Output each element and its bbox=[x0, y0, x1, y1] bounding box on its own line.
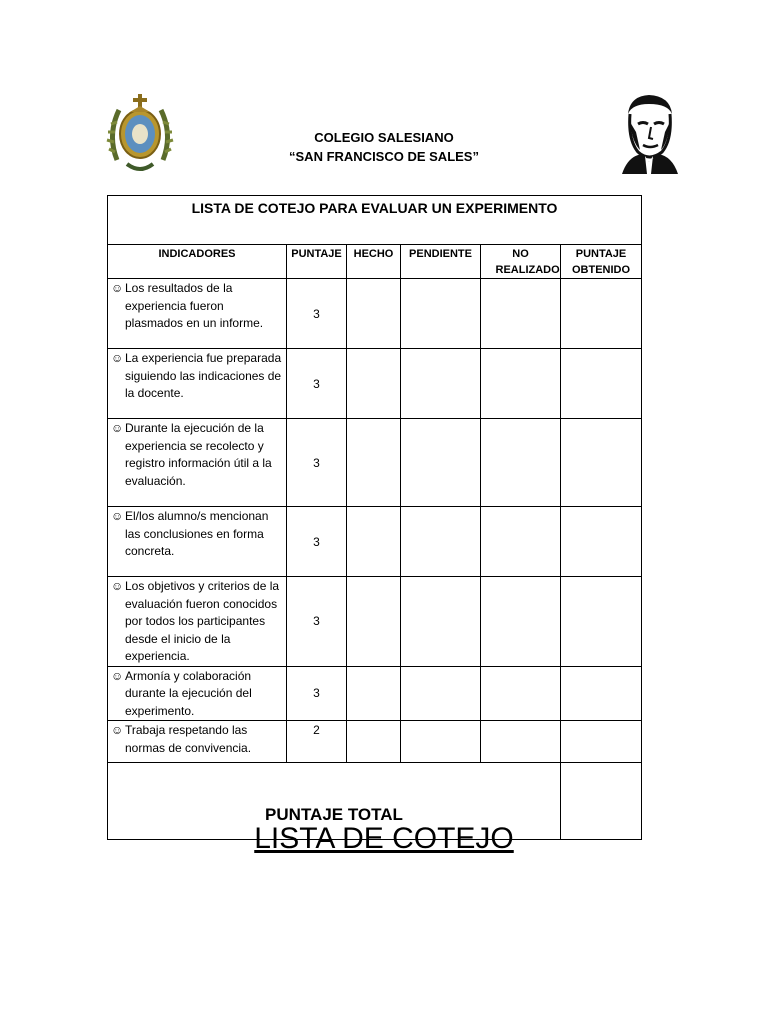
table-row bbox=[108, 666, 642, 721]
total-label: PUNTAJE TOTAL bbox=[108, 763, 561, 840]
no-realizado-cell[interactable] bbox=[481, 279, 561, 349]
puntaje-obtenido-cell[interactable] bbox=[561, 279, 642, 349]
table-row bbox=[108, 349, 642, 419]
column-header-puntaje-obtenido bbox=[561, 245, 642, 279]
puntaje-obtenido-cell[interactable] bbox=[561, 577, 642, 667]
no-realizado-cell[interactable] bbox=[481, 666, 561, 721]
smiley-icon: ☺ bbox=[111, 351, 124, 365]
don-bosco-portrait bbox=[618, 92, 680, 174]
column-header-puntaje-obtenido-label: PUNTAJE OBTENIDO bbox=[571, 248, 631, 276]
no-realizado-cell[interactable] bbox=[481, 721, 561, 763]
no-realizado-cell[interactable] bbox=[481, 507, 561, 577]
table-header-row bbox=[108, 245, 642, 279]
smiley-icon: ☺ bbox=[111, 509, 124, 523]
table-row bbox=[108, 577, 642, 667]
table-title: LISTA DE COTEJO PARA EVALUAR UN EXPERIMENTO bbox=[108, 196, 642, 245]
points-cell: 3 bbox=[287, 577, 347, 667]
hecho-cell[interactable] bbox=[347, 577, 401, 667]
indicator-cell bbox=[108, 279, 287, 349]
hecho-cell[interactable] bbox=[347, 279, 401, 349]
indicator-cell bbox=[108, 419, 287, 507]
no-realizado-cell[interactable] bbox=[481, 349, 561, 419]
indicator-text: Armonía y colaboración durante la ejecución del experimento. bbox=[125, 668, 252, 718]
smiley-icon: ☺ bbox=[111, 281, 124, 295]
pendiente-cell[interactable] bbox=[401, 349, 481, 419]
indicator-text: Los objetivos y criterios de la evaluación fueron conocidos por todos los participantes desde el inicio de la experiencia. bbox=[125, 579, 280, 663]
indicator-text: Durante la ejecución de la experiencia se recolecto y registro información útil a la evaluación. bbox=[125, 421, 272, 488]
puntaje-obtenido-cell[interactable] bbox=[561, 507, 642, 577]
hecho-cell[interactable] bbox=[347, 507, 401, 577]
indicator-text: Trabaja respetando las normas de convivencia. bbox=[125, 723, 252, 755]
hecho-cell[interactable] bbox=[347, 419, 401, 507]
table-title-row bbox=[108, 196, 642, 245]
indicator-cell bbox=[108, 721, 287, 763]
smiley-icon: ☺ bbox=[111, 421, 124, 435]
pendiente-cell[interactable] bbox=[401, 419, 481, 507]
smiley-icon: ☺ bbox=[111, 668, 124, 683]
points-cell: 3 bbox=[287, 349, 347, 419]
no-realizado-cell[interactable] bbox=[481, 419, 561, 507]
smiley-icon: ☺ bbox=[111, 723, 124, 737]
school-name-line1: COLEGIO SALESIANO bbox=[314, 130, 454, 145]
column-header-puntaje: PUNTAJE bbox=[287, 245, 347, 279]
pendiente-cell[interactable] bbox=[401, 666, 481, 721]
indicator-cell bbox=[108, 666, 287, 721]
hecho-cell[interactable] bbox=[347, 666, 401, 721]
pendiente-cell[interactable] bbox=[401, 721, 481, 763]
puntaje-obtenido-cell[interactable] bbox=[561, 419, 642, 507]
hecho-cell[interactable] bbox=[347, 721, 401, 763]
indicator-text: La experiencia fue preparada siguiendo las indicaciones de la docente. bbox=[125, 351, 282, 400]
points-cell: 3 bbox=[287, 279, 347, 349]
points-cell: 2 bbox=[287, 721, 347, 763]
points-cell: 3 bbox=[287, 419, 347, 507]
table-row bbox=[108, 507, 642, 577]
points-cell: 3 bbox=[287, 666, 347, 721]
pendiente-cell[interactable] bbox=[401, 507, 481, 577]
puntaje-obtenido-cell[interactable] bbox=[561, 349, 642, 419]
table-row bbox=[108, 279, 642, 349]
school-name-line2: “SAN FRANCISCO DE SALES” bbox=[289, 149, 479, 164]
hecho-cell[interactable] bbox=[347, 349, 401, 419]
puntaje-obtenido-cell[interactable] bbox=[561, 666, 642, 721]
indicator-text: El/los alumno/s mencionan las conclusiones en forma concreta. bbox=[125, 509, 269, 558]
no-realizado-cell[interactable] bbox=[481, 577, 561, 667]
column-header-no-realizado-label: NO REALIZADO bbox=[495, 248, 560, 276]
points-cell: 3 bbox=[287, 507, 347, 577]
smiley-icon: ☺ bbox=[111, 579, 124, 593]
table-row bbox=[108, 721, 642, 763]
footer-title: LISTA DE COTEJO bbox=[254, 822, 514, 855]
puntaje-obtenido-cell[interactable] bbox=[561, 721, 642, 763]
pendiente-cell[interactable] bbox=[401, 279, 481, 349]
pendiente-cell[interactable] bbox=[401, 577, 481, 667]
column-header-indicadores: INDICADORES bbox=[108, 245, 287, 279]
checklist-table bbox=[107, 195, 642, 840]
indicator-text: Los resultados de la experiencia fueron plasmados en un informe. bbox=[125, 281, 264, 330]
column-header-pendiente: PENDIENTE bbox=[401, 245, 481, 279]
indicator-cell bbox=[108, 577, 287, 667]
column-header-hecho: HECHO bbox=[347, 245, 401, 279]
indicator-cell bbox=[108, 507, 287, 577]
indicator-cell bbox=[108, 349, 287, 419]
table-row bbox=[108, 419, 642, 507]
column-header-no-realizado bbox=[481, 245, 561, 279]
